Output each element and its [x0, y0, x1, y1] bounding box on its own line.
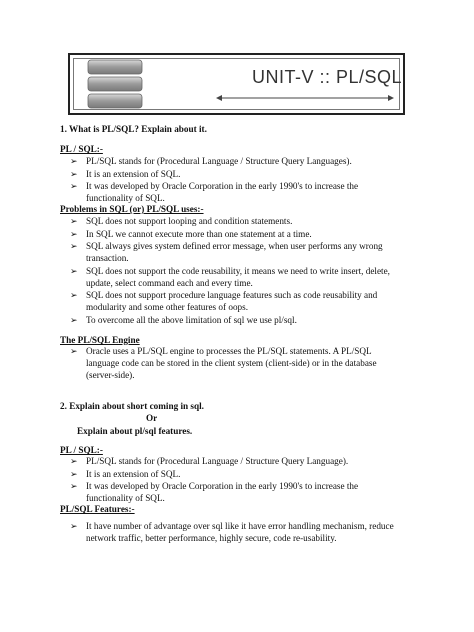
q2-plsql-heading: PL / SQL:- [60, 445, 103, 455]
arrow-bullet-icon: ➢ [70, 468, 78, 479]
list-item-text: transaction. [86, 253, 129, 263]
list-item-text: modularity and some other features of oops. [86, 302, 249, 312]
arrow-bullet-icon: ➢ [70, 181, 78, 191]
arrow-bullet-icon: ➢ [70, 216, 78, 226]
unit-banner [68, 53, 405, 115]
list-item-text: SQL does not support procedure language features such as code reusability and [86, 290, 378, 300]
q2-heading: 2. Explain about short coming in sql. [60, 401, 204, 411]
list-item-text: It is an extension of SQL. [86, 468, 181, 479]
double-arrow-icon [216, 93, 394, 103]
arrow-bullet-icon: ➢ [70, 156, 78, 166]
list-item-text: It is an extension of SQL. [86, 168, 181, 179]
list-item-text: PL/SQL stands for (Procedural Language / Structure Query Languages). [86, 156, 352, 166]
list-item-text: To overcome all the above limitation of sql we use pl/sql. [86, 314, 297, 325]
q2-heading-alt: Explain about pl/sql features. [77, 426, 193, 436]
list-item-text: It have number of advantage over sql like it have error handling mechanism, reduce [86, 521, 394, 531]
list-item-text: In SQL we cannot execute more than one statement at a time. [86, 228, 312, 239]
arrow-bullet-icon: ➢ [70, 456, 78, 466]
list-item-text: functionality of SQL. [86, 193, 165, 203]
arrow-bullet-icon: ➢ [70, 168, 78, 179]
banner-title: UNIT-V :: PL/SQL [252, 67, 403, 87]
arrow-bullet-icon: ➢ [70, 228, 78, 239]
list-item-text: language code can be stored in the client system (client-side) or in the database [86, 358, 377, 368]
arrow-bullet-icon: ➢ [70, 314, 78, 325]
arrow-bullet-icon: ➢ [70, 290, 78, 300]
list-item-text: PL/SQL stands for (Procedural Language / Structure Query Language). [86, 456, 349, 466]
q1-problems-heading: Problems in SQL (or) PL/SQL uses:- [60, 204, 204, 214]
arrow-bullet-icon: ➢ [70, 521, 78, 531]
q2-features-heading: PL/SQL Features:- [60, 504, 135, 514]
list-item-text: SQL does not support looping and condition statements. [86, 216, 293, 226]
database-icon [86, 58, 144, 110]
list-item-text: network traffic, better performance, highly secure, code re-usability. [86, 533, 337, 543]
list-item-text: Oracle uses a PL/SQL engine to processes the PL/SQL statements. A PL/SQL [86, 346, 372, 356]
q1-plsql-heading: PL / SQL:- [60, 144, 103, 154]
list-item-text: It was developed by Oracle Corporation in the early 1990's to increase the [86, 481, 359, 491]
list-item-text: functionality of SQL. [86, 493, 165, 503]
list-item-text: (server-side). [86, 370, 135, 380]
list-item-text: It was developed by Oracle Corporation in the early 1990's to increase the [86, 181, 359, 191]
arrow-bullet-icon: ➢ [70, 265, 78, 276]
arrow-bullet-icon: ➢ [70, 241, 78, 251]
arrow-bullet-icon: ➢ [70, 481, 78, 491]
q2-or: Or [146, 413, 158, 423]
list-item-text: update, select command each and every time. [86, 277, 253, 288]
list-item-text: SQL does not support the code reusability, it means we need to write insert, delete, [86, 265, 390, 276]
q1-heading: 1. What is PL/SQL? Explain about it. [60, 124, 207, 134]
list-item-text: SQL always gives system defined error message, when user performs any wrong [86, 241, 383, 251]
q1-engine-heading: The PL/SQL Engine [60, 335, 140, 345]
arrow-bullet-icon: ➢ [70, 346, 78, 356]
